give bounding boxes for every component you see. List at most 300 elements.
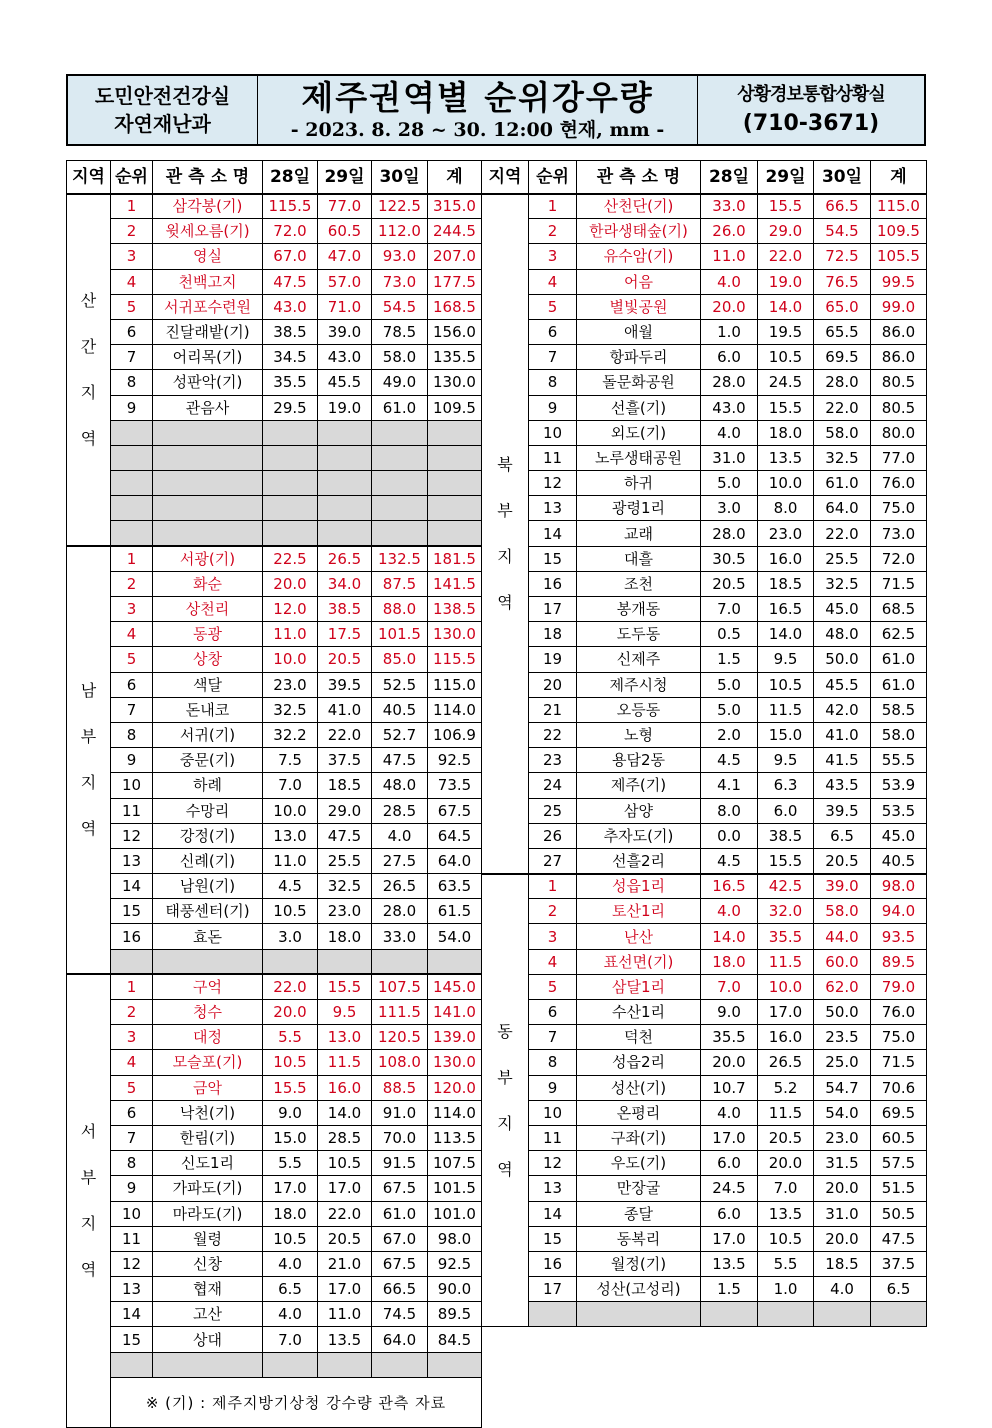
rain-day30: 72.5 — [814, 244, 871, 269]
rain-day29: 15.5 — [758, 848, 814, 873]
rain-day29: 47.0 — [318, 244, 372, 269]
station-name: 구억 — [153, 974, 263, 999]
rank-cell: 9 — [529, 1075, 577, 1100]
rain-day28: 14.0 — [701, 924, 758, 949]
station-name: 표선면(기) — [577, 949, 701, 974]
empty-cell — [111, 949, 153, 974]
region-char: 부 — [80, 1168, 97, 1188]
rain-day30: 27.5 — [372, 848, 428, 873]
station-name: 영실 — [153, 244, 263, 269]
rain-day30: 58.0 — [372, 345, 428, 370]
station-name: 제주(기) — [577, 773, 701, 798]
rain-day30: 67.5 — [372, 1176, 428, 1201]
rain-day28: 7.0 — [701, 597, 758, 622]
rank-cell: 11 — [529, 1125, 577, 1150]
rain-total: 61.5 — [428, 899, 482, 924]
rain-day30: 28.5 — [372, 798, 428, 823]
table-row — [67, 496, 482, 521]
rain-day29: 18.0 — [758, 420, 814, 445]
table-row — [482, 319, 927, 344]
rain-day28: 38.5 — [263, 319, 318, 344]
rain-day29: 24.5 — [758, 370, 814, 395]
rain-day29: 22.0 — [318, 722, 372, 747]
rain-total: 109.5 — [871, 219, 927, 244]
source-note: ※ (기) : 제주지방기상청 강수량 관측 자료 — [111, 1377, 482, 1427]
rain-day29: 10.0 — [758, 471, 814, 496]
rain-day29: 20.0 — [758, 1151, 814, 1176]
rain-day29: 45.5 — [318, 370, 372, 395]
station-name: 대정 — [153, 1025, 263, 1050]
rank-cell: 5 — [111, 647, 153, 672]
rain-day28: 35.5 — [701, 1025, 758, 1050]
rain-day30: 88.5 — [372, 1075, 428, 1100]
table-row — [67, 445, 482, 470]
rain-total: 6.5 — [871, 1277, 927, 1302]
rain-day28: 7.0 — [701, 974, 758, 999]
empty-cell — [372, 471, 428, 496]
rank-cell: 9 — [529, 395, 577, 420]
table-row — [67, 521, 482, 546]
rank-cell: 13 — [111, 1277, 153, 1302]
rain-day30: 43.5 — [814, 773, 871, 798]
rain-day28: 10.0 — [263, 798, 318, 823]
table-row — [67, 319, 482, 344]
station-name: 화순 — [153, 571, 263, 596]
rain-day30: 48.0 — [372, 773, 428, 798]
rain-day29: 23.0 — [318, 899, 372, 924]
rain-day30: 108.0 — [372, 1050, 428, 1075]
rain-day30: 33.0 — [372, 924, 428, 949]
rain-day29: 38.5 — [758, 823, 814, 848]
rain-day28: 6.5 — [263, 1277, 318, 1302]
region-char: 부 — [80, 727, 97, 747]
rain-total: 114.0 — [428, 697, 482, 722]
rain-day30: 4.0 — [372, 823, 428, 848]
station-name: 삼각봉(기) — [153, 194, 263, 219]
station-name: 수산1리 — [577, 1000, 701, 1025]
table-row — [67, 798, 482, 823]
rain-total: 57.5 — [871, 1151, 927, 1176]
col-rank: 순위 — [111, 161, 153, 194]
table-row — [67, 1251, 482, 1276]
rainfall-table-left — [66, 160, 482, 1428]
rank-cell: 4 — [111, 622, 153, 647]
page-title: 제주권역별 순위강우량 — [301, 78, 654, 117]
station-name: 월정(기) — [577, 1251, 701, 1276]
rain-day30: 39.0 — [814, 874, 871, 899]
rain-day30: 39.5 — [814, 798, 871, 823]
rain-day28: 17.0 — [701, 1125, 758, 1150]
table-row — [67, 823, 482, 848]
rain-day30: 64.0 — [814, 496, 871, 521]
rank-cell: 1 — [111, 546, 153, 571]
rain-day29: 1.0 — [758, 1277, 814, 1302]
table-row — [482, 1050, 927, 1075]
table-row — [67, 571, 482, 596]
rain-day29: 28.5 — [318, 1125, 372, 1150]
rain-day29: 11.0 — [318, 1302, 372, 1327]
rain-day28: 13.0 — [263, 823, 318, 848]
rain-day30: 58.0 — [814, 899, 871, 924]
rain-day28: 5.5 — [263, 1025, 318, 1050]
rank-cell: 16 — [111, 924, 153, 949]
rain-day30: 66.5 — [814, 194, 871, 219]
rain-total: 47.5 — [871, 1226, 927, 1251]
rain-day28: 20.0 — [263, 571, 318, 596]
rank-cell: 3 — [111, 597, 153, 622]
rank-cell: 8 — [111, 370, 153, 395]
col-station: 관 측 소 명 — [577, 161, 701, 194]
rank-cell: 22 — [529, 722, 577, 747]
rank-cell: 11 — [529, 445, 577, 470]
rain-total: 177.5 — [428, 269, 482, 294]
table-row — [482, 1000, 927, 1025]
table-row — [67, 597, 482, 622]
rain-total: 76.0 — [871, 1000, 927, 1025]
rain-day29: 21.0 — [318, 1251, 372, 1276]
table-row — [67, 1075, 482, 1100]
rain-day28: 0.5 — [701, 622, 758, 647]
table-row — [482, 294, 927, 319]
rank-cell: 15 — [529, 546, 577, 571]
rank-cell: 4 — [529, 949, 577, 974]
rain-day29: 71.0 — [318, 294, 372, 319]
rain-day29: 10.5 — [318, 1151, 372, 1176]
rank-cell: 10 — [529, 420, 577, 445]
rain-day29: 32.0 — [758, 899, 814, 924]
col-total: 계 — [428, 161, 482, 194]
rain-day28: 3.0 — [701, 496, 758, 521]
rain-total: 315.0 — [428, 194, 482, 219]
rank-cell: 1 — [529, 194, 577, 219]
rain-day28: 34.5 — [263, 345, 318, 370]
table-row — [482, 420, 927, 445]
rank-cell: 19 — [529, 647, 577, 672]
rain-day30: 18.5 — [814, 1251, 871, 1276]
table-row — [67, 974, 482, 999]
station-name: 광령1리 — [577, 496, 701, 521]
rank-cell: 11 — [111, 1226, 153, 1251]
rain-day28: 11.0 — [263, 848, 318, 873]
region-char: 부 — [497, 1067, 513, 1087]
table-row — [67, 1302, 482, 1327]
rain-day29: 29.0 — [758, 219, 814, 244]
empty-cell — [318, 949, 372, 974]
rain-total: 99.0 — [871, 294, 927, 319]
table-row — [482, 445, 927, 470]
station-name: 성산(고성리) — [577, 1277, 701, 1302]
rain-total: 72.0 — [871, 546, 927, 571]
station-name: 천백고지 — [153, 269, 263, 294]
table-row — [482, 395, 927, 420]
rank-cell: 13 — [111, 848, 153, 873]
empty-cell — [428, 471, 482, 496]
rain-day29: 18.5 — [318, 773, 372, 798]
station-name: 강정(기) — [153, 823, 263, 848]
rank-cell: 9 — [111, 1176, 153, 1201]
rain-day29: 29.0 — [318, 798, 372, 823]
region-cell — [482, 874, 529, 1327]
station-name: 색달 — [153, 672, 263, 697]
rank-cell: 15 — [111, 1327, 153, 1352]
empty-cell — [577, 1302, 701, 1327]
table-row — [482, 496, 927, 521]
rain-day30: 48.0 — [814, 622, 871, 647]
station-name: 협재 — [153, 1277, 263, 1302]
rank-cell: 12 — [529, 471, 577, 496]
rain-day29: 19.0 — [318, 395, 372, 420]
rain-day30: 47.5 — [372, 748, 428, 773]
rain-day28: 4.0 — [701, 269, 758, 294]
rain-total: 37.5 — [871, 1251, 927, 1276]
rain-total: 58.5 — [871, 697, 927, 722]
table-row — [482, 370, 927, 395]
rain-day30: 25.5 — [814, 546, 871, 571]
rain-day28: 6.0 — [701, 1201, 758, 1226]
region-char: 역 — [80, 1260, 97, 1280]
rain-day29: 22.0 — [758, 244, 814, 269]
station-name: 어리목(기) — [153, 345, 263, 370]
empty-cell — [428, 949, 482, 974]
rain-day28: 6.0 — [701, 1151, 758, 1176]
rain-total: 115.5 — [428, 647, 482, 672]
station-name: 가파도(기) — [153, 1176, 263, 1201]
department-box — [68, 76, 258, 144]
rain-total: 94.0 — [871, 899, 927, 924]
rain-day28: 17.0 — [701, 1226, 758, 1251]
station-name: 낙천(기) — [153, 1100, 263, 1125]
rain-day30: 25.0 — [814, 1050, 871, 1075]
rain-day30: 93.0 — [372, 244, 428, 269]
rank-cell: 6 — [529, 1000, 577, 1025]
rain-day29: 20.5 — [758, 1125, 814, 1150]
rain-day30: 54.7 — [814, 1075, 871, 1100]
rank-cell: 12 — [111, 1251, 153, 1276]
table-row — [482, 571, 927, 596]
rain-day28: 28.0 — [701, 370, 758, 395]
rain-total: 109.5 — [428, 395, 482, 420]
col-day29: 29일 — [318, 161, 372, 194]
table-row — [482, 647, 927, 672]
rain-day30: 61.0 — [372, 395, 428, 420]
col-rank: 순위 — [529, 161, 577, 194]
rain-day29: 47.5 — [318, 823, 372, 848]
table-row — [67, 697, 482, 722]
rain-total: 130.0 — [428, 370, 482, 395]
rain-total: 207.0 — [428, 244, 482, 269]
office-name: 상황경보통합상황실 — [737, 84, 885, 105]
rain-day29: 57.0 — [318, 269, 372, 294]
rain-total: 76.0 — [871, 471, 927, 496]
rain-day28: 18.0 — [263, 1201, 318, 1226]
rain-day29: 38.5 — [318, 597, 372, 622]
rain-day30: 120.5 — [372, 1025, 428, 1050]
table-row — [67, 949, 482, 974]
rain-day29: 11.5 — [758, 1100, 814, 1125]
rain-total: 115.0 — [428, 672, 482, 697]
rain-day30: 91.0 — [372, 1100, 428, 1125]
rain-day30: 88.0 — [372, 597, 428, 622]
table-row — [67, 1226, 482, 1251]
table-row — [67, 672, 482, 697]
region-cell — [67, 974, 111, 1427]
rank-cell: 7 — [529, 345, 577, 370]
rain-day30: 20.5 — [814, 848, 871, 873]
rain-total: 141.5 — [428, 571, 482, 596]
station-name: 금악 — [153, 1075, 263, 1100]
rain-day28: 31.0 — [701, 445, 758, 470]
station-name: 신도1리 — [153, 1151, 263, 1176]
rain-day30: 73.0 — [372, 269, 428, 294]
rain-day29: 9.5 — [758, 748, 814, 773]
station-name: 외도(기) — [577, 420, 701, 445]
empty-cell — [318, 521, 372, 546]
rain-total: 101.5 — [428, 1176, 482, 1201]
rain-day30: 44.0 — [814, 924, 871, 949]
table-row — [482, 672, 927, 697]
table-row — [482, 924, 927, 949]
empty-cell — [263, 1352, 318, 1377]
station-name: 중문(기) — [153, 748, 263, 773]
rank-cell: 4 — [111, 269, 153, 294]
rain-day28: 10.0 — [263, 647, 318, 672]
rain-day29: 35.5 — [758, 924, 814, 949]
rank-cell: 7 — [111, 1125, 153, 1150]
rain-total: 141.0 — [428, 1000, 482, 1025]
empty-cell — [153, 521, 263, 546]
rainfall-table-right — [481, 160, 927, 1327]
rain-day28: 4.0 — [701, 899, 758, 924]
empty-cell — [372, 496, 428, 521]
table-row — [67, 1050, 482, 1075]
rank-cell: 5 — [529, 294, 577, 319]
table-row — [482, 748, 927, 773]
rain-total: 99.5 — [871, 269, 927, 294]
rain-day30: 52.5 — [372, 672, 428, 697]
region-char: 역 — [80, 819, 97, 839]
rain-day30: 65.5 — [814, 319, 871, 344]
col-region: 지역 — [482, 161, 529, 194]
rain-day29: 32.5 — [318, 874, 372, 899]
table-row — [67, 899, 482, 924]
rank-cell: 3 — [529, 924, 577, 949]
table-row — [67, 874, 482, 899]
empty-cell — [428, 521, 482, 546]
rain-day30: 22.0 — [814, 521, 871, 546]
rain-total: 106.9 — [428, 722, 482, 747]
table-row — [482, 269, 927, 294]
table-row — [67, 622, 482, 647]
empty-cell — [758, 1302, 814, 1327]
rain-day28: 15.5 — [263, 1075, 318, 1100]
rain-total: 86.0 — [871, 345, 927, 370]
rain-day30: 132.5 — [372, 546, 428, 571]
rain-day29: 11.5 — [758, 949, 814, 974]
rank-cell: 13 — [529, 1176, 577, 1201]
rain-day28: 7.0 — [263, 1327, 318, 1352]
table-row — [67, 294, 482, 319]
empty-cell — [153, 1352, 263, 1377]
empty-cell — [153, 949, 263, 974]
table-row — [67, 1176, 482, 1201]
table-row — [67, 924, 482, 949]
rain-total: 63.5 — [428, 874, 482, 899]
rain-day28: 17.0 — [263, 1176, 318, 1201]
rain-day28: 11.0 — [701, 244, 758, 269]
rank-cell: 14 — [529, 521, 577, 546]
rank-cell: 14 — [111, 874, 153, 899]
rain-total: 68.5 — [871, 597, 927, 622]
table-row — [482, 1201, 927, 1226]
table-header-row — [482, 161, 927, 194]
period-subtitle: - 2023. 8. 28 ~ 30. 12:00 현재, mm - — [290, 119, 665, 141]
station-name: 신례(기) — [153, 848, 263, 873]
rank-cell: 2 — [529, 219, 577, 244]
station-name: 수망리 — [153, 798, 263, 823]
rain-day29: 19.0 — [758, 269, 814, 294]
rain-total: 55.5 — [871, 748, 927, 773]
rain-day30: 67.0 — [372, 1226, 428, 1251]
rain-total: 244.5 — [428, 219, 482, 244]
region-cell — [67, 546, 111, 974]
rain-total: 138.5 — [428, 597, 482, 622]
rain-day28: 6.0 — [701, 345, 758, 370]
table-row — [67, 748, 482, 773]
empty-cell — [428, 420, 482, 445]
empty-cell — [814, 1302, 871, 1327]
empty-cell — [153, 471, 263, 496]
rank-cell: 8 — [529, 370, 577, 395]
station-name: 하례 — [153, 773, 263, 798]
station-name: 유수암(기) — [577, 244, 701, 269]
station-name: 서귀포수련원 — [153, 294, 263, 319]
table-row — [67, 773, 482, 798]
table-row — [482, 521, 927, 546]
station-name: 난산 — [577, 924, 701, 949]
table-row — [67, 471, 482, 496]
rain-day29: 37.5 — [318, 748, 372, 773]
rain-day28: 3.0 — [263, 924, 318, 949]
contact-box — [698, 76, 924, 144]
rain-day28: 20.0 — [701, 1050, 758, 1075]
rain-day28: 20.0 — [701, 294, 758, 319]
rain-total: 139.0 — [428, 1025, 482, 1050]
rain-total: 71.5 — [871, 1050, 927, 1075]
rain-day29: 17.0 — [758, 1000, 814, 1025]
col-region: 지역 — [67, 161, 111, 194]
station-name: 관음사 — [153, 395, 263, 420]
rain-day29: 15.5 — [318, 974, 372, 999]
rain-day30: 54.5 — [814, 219, 871, 244]
station-name: 효돈 — [153, 924, 263, 949]
empty-cell — [701, 1302, 758, 1327]
rain-day30: 87.5 — [372, 571, 428, 596]
col-day28: 28일 — [263, 161, 318, 194]
rain-day28: 5.0 — [701, 697, 758, 722]
rain-day29: 10.5 — [758, 672, 814, 697]
table-row — [67, 546, 482, 571]
station-name: 도두동 — [577, 622, 701, 647]
rain-total: 92.5 — [428, 1251, 482, 1276]
empty-cell — [318, 471, 372, 496]
rain-day28: 26.0 — [701, 219, 758, 244]
rain-day30: 32.5 — [814, 445, 871, 470]
rain-total: 53.9 — [871, 773, 927, 798]
rain-day30: 112.0 — [372, 219, 428, 244]
rain-day28: 1.0 — [701, 319, 758, 344]
rain-day30: 61.0 — [372, 1201, 428, 1226]
rain-day28: 47.5 — [263, 269, 318, 294]
